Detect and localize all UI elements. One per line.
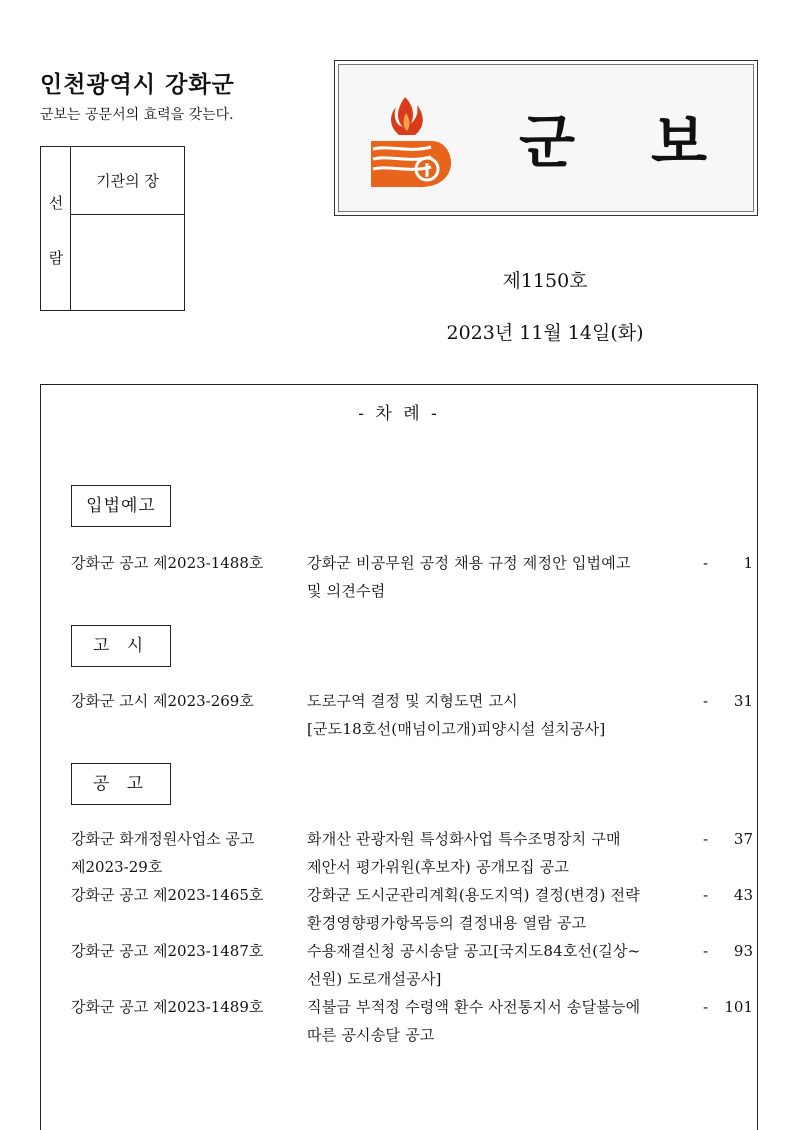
entry-dash: - xyxy=(703,692,709,710)
gazette-banner-inner xyxy=(338,64,754,212)
entry-title-line: 직불금 부적정 수령액 환수 사전통지서 송달불능에 xyxy=(307,998,641,1016)
section-label-legislation-notice: 입법예고 xyxy=(71,485,171,527)
entry-notice-number: 강화군 공고 제2023-1465호 xyxy=(71,886,264,904)
entry-title-line: 도로구역 결정 및 지형도면 고시 xyxy=(307,692,518,710)
toc-entry[interactable] xyxy=(71,687,753,743)
entry-dash: - xyxy=(703,830,709,848)
entry-title xyxy=(307,825,695,881)
entry-title xyxy=(307,687,695,743)
entry-title xyxy=(307,937,695,993)
entry-title-line: 화개산 관광자원 특성화사업 특수조명장치 구매 xyxy=(307,830,621,848)
toc-title: - 차 례 - xyxy=(358,404,440,424)
entry-dash: - xyxy=(703,942,709,960)
review-stamp-box xyxy=(40,146,185,311)
entry-title xyxy=(307,993,695,1049)
banner-title-char: 보 xyxy=(651,108,708,176)
review-side-column xyxy=(41,147,71,310)
table-of-contents xyxy=(40,384,758,1130)
section-label-announcement: 고 시 xyxy=(71,625,171,667)
entry-title-line: 강화군 비공무원 공정 채용 규정 제정안 입법예고 xyxy=(307,554,631,572)
entry-notice-number: 강화군 공고 제2023-1487호 xyxy=(71,942,264,960)
review-side-char: 선 xyxy=(48,194,64,212)
toc-entry[interactable] xyxy=(71,993,753,1049)
entry-title-line: 강화군 도시군관리계획(용도지역) 결정(변경) 전략 xyxy=(307,886,640,904)
entry-page-number: 37 xyxy=(733,830,753,848)
entry-notice-number: 강화군 공고 제2023-1488호 xyxy=(71,554,264,572)
entry-title-line: [군도18호선(매넘이고개)피양시설 설치공사] xyxy=(307,720,606,738)
issue-number: 제1150호 xyxy=(502,270,588,292)
entry-title-line: 따른 공시송달 공고 xyxy=(307,1026,435,1044)
gazette-banner xyxy=(334,60,758,216)
entry-notice-number: 강화군 공고 제2023-1489호 xyxy=(71,998,264,1016)
entry-page-number: 1 xyxy=(743,554,753,572)
toc-entry[interactable] xyxy=(71,549,753,605)
review-side-char: 람 xyxy=(48,249,64,267)
entry-page-number: 31 xyxy=(733,692,753,710)
entry-page-number: 101 xyxy=(724,998,753,1016)
entry-dash: - xyxy=(703,554,709,572)
entry-title xyxy=(307,549,695,605)
issue-date: 2023년 11월 14일(화) xyxy=(446,322,644,344)
entry-title xyxy=(307,881,695,937)
org-subtitle: 군보는 공문서의 효력을 갖는다. xyxy=(40,107,234,123)
entry-title-line: 및 의견수렴 xyxy=(307,582,386,600)
entry-notice-line: 제2023-29호 xyxy=(71,858,163,876)
org-title: 인천광역시 강화군 xyxy=(40,72,235,98)
banner-title-char: 군 xyxy=(519,108,576,176)
entry-title-line: 환경영향평가항목등의 결정내용 열람 공고 xyxy=(307,914,587,932)
entry-title-line: 선원) 도로개설공사] xyxy=(307,970,442,988)
entry-title-line: 제안서 평가위원(후보자) 공개모집 공고 xyxy=(307,858,570,876)
gangwha-flame-emblem-icon xyxy=(365,91,457,193)
entry-notice-number xyxy=(71,825,301,881)
toc-entry[interactable] xyxy=(71,937,753,993)
entry-notice-line: 강화군 화개정원사업소 공고 xyxy=(71,830,255,848)
entry-dash: - xyxy=(703,998,709,1016)
toc-entry[interactable] xyxy=(71,825,753,881)
entry-title-line: 수용재결신청 공시송달 공고[국지도84호선(길상~ xyxy=(307,942,641,960)
entry-page-number: 93 xyxy=(733,942,753,960)
review-head-label: 기관의 장 xyxy=(71,147,184,215)
entry-dash: - xyxy=(703,886,709,904)
entry-page-number: 43 xyxy=(733,886,753,904)
section-label-public-notice: 공 고 xyxy=(71,763,171,805)
entry-notice-number: 강화군 고시 제2023-269호 xyxy=(71,692,254,710)
toc-entry[interactable] xyxy=(71,881,753,937)
